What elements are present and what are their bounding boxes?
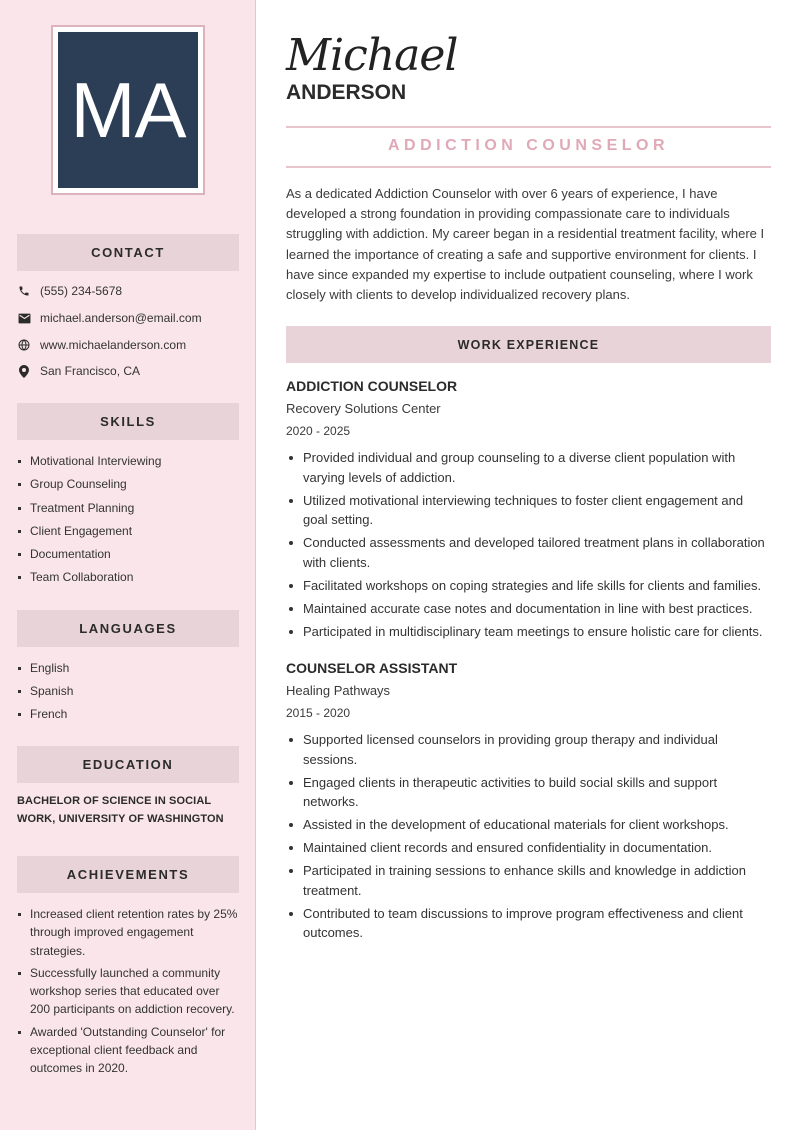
language-item: French <box>17 703 239 726</box>
job-bullet: Participated in training sessions to enhance skills and knowledge in addiction treatment. <box>286 861 771 900</box>
contact-location <box>17 358 247 385</box>
skill-item: Treatment Planning <box>17 497 239 520</box>
job-entry <box>286 660 771 947</box>
job-entry <box>286 378 771 645</box>
achievements-heading: ACHIEVEMENTS <box>17 856 239 893</box>
skills-heading: SKILLS <box>17 403 239 440</box>
title-bottom-divider <box>286 166 771 168</box>
job-dates: 2015 - 2020 <box>286 706 351 720</box>
contact-location-value: San Francisco, CA <box>40 364 141 379</box>
job-bullet: Maintained accurate case notes and documentation in line with best practices. <box>286 599 771 619</box>
job-company: Healing Pathways <box>286 683 391 698</box>
title-top-divider <box>286 126 771 128</box>
job-bullet: Assisted in the development of educational materials for client workshops. <box>286 815 771 835</box>
job-bullet: Contributed to team discussions to improve program effectiveness and client outcomes. <box>286 904 771 943</box>
languages-heading: LANGUAGES <box>17 610 239 647</box>
sidebar <box>0 0 256 1130</box>
skill-item: Team Collaboration <box>17 566 239 589</box>
job-title-banner: ADDICTION COUNSELOR <box>387 137 670 154</box>
contact-phone <box>17 278 247 305</box>
education-degree: BACHELOR OF SCIENCE IN SOCIAL WORK, UNIVERSITY OF WASHINGTON <box>17 795 224 825</box>
contact-heading: CONTACT <box>17 234 239 271</box>
monogram-initials: MA <box>58 32 198 188</box>
job-bullet: Provided individual and group counseling to a diverse client population with varying levels of addiction. <box>286 448 771 487</box>
contact-website <box>17 331 247 358</box>
location-pin-icon <box>17 364 31 378</box>
skill-item: Group Counseling <box>17 473 239 496</box>
job-bullet: Facilitated workshops on coping strategies and life skills for clients and families. <box>286 576 771 596</box>
achievement-item: Successfully launched a community workshop series that educated over 200 participants on addiction recovery. <box>17 964 239 1019</box>
job-bullet: Participated in multidisciplinary team meetings to ensure holistic care for clients. <box>286 622 771 642</box>
achievement-item: Awarded 'Outstanding Counselor' for exceptional client feedback and outcomes in 2020. <box>17 1023 239 1078</box>
skill-item: Motivational Interviewing <box>17 450 239 473</box>
contact-email <box>17 305 247 332</box>
contact-website-value[interactable]: www.michaelanderson.com <box>40 337 187 352</box>
job-bullet: Conducted assessments and developed tailored treatment plans in collaboration with clients. <box>286 533 771 572</box>
contact-email-value[interactable]: michael.anderson@email.com <box>40 311 202 326</box>
job-title: ADDICTION COUNSELOR <box>286 378 458 394</box>
monogram-frame <box>51 25 205 195</box>
language-item: Spanish <box>17 680 239 703</box>
achievement-item: Increased client retention rates by 25% through improved engagement strategies. <box>17 905 239 960</box>
job-bullet: Supported licensed counselors in providing group therapy and individual sessions. <box>286 730 771 769</box>
achievements-list <box>17 905 239 1082</box>
job-title: COUNSELOR ASSISTANT <box>286 660 458 676</box>
skill-item: Client Engagement <box>17 520 239 543</box>
job-bullet: Utilized motivational interviewing techniques to foster client engagement and goal setting. <box>286 491 771 530</box>
languages-list <box>17 657 239 726</box>
language-item: English <box>17 657 239 680</box>
job-bullet: Engaged clients in therapeutic activities to build social skills and support networks. <box>286 773 771 812</box>
globe-icon <box>17 338 31 352</box>
job-dates: 2020 - 2025 <box>286 424 351 438</box>
skill-item: Documentation <box>17 543 239 566</box>
skills-list <box>17 450 239 590</box>
last-name: ANDERSON <box>286 81 407 104</box>
phone-icon <box>17 284 31 298</box>
job-bullet: Maintained client records and ensured confidentiality in documentation. <box>286 838 771 858</box>
contact-phone-value: (555) 234-5678 <box>40 284 123 299</box>
email-icon <box>17 311 31 325</box>
education-heading: EDUCATION <box>17 746 239 783</box>
work-experience-heading: WORK EXPERIENCE <box>286 326 771 363</box>
job-company: Recovery Solutions Center <box>286 401 441 416</box>
job-responsibilities <box>286 448 771 641</box>
profile-summary: As a dedicated Addiction Counselor with over 6 years of experience, I have developed a strong foundation in providing compassionate care to individuals struggling with addiction. My career began in a residential treatment facility, where I learned the importance of creating a safe and supportive environment for clients. I have since expanded my expertise to include outpatient counseling, where I work closely with clients to develop individualized recovery plans. <box>286 186 765 303</box>
contact-list <box>17 278 247 385</box>
job-responsibilities <box>286 730 771 943</box>
first-name: Michael <box>286 30 458 81</box>
